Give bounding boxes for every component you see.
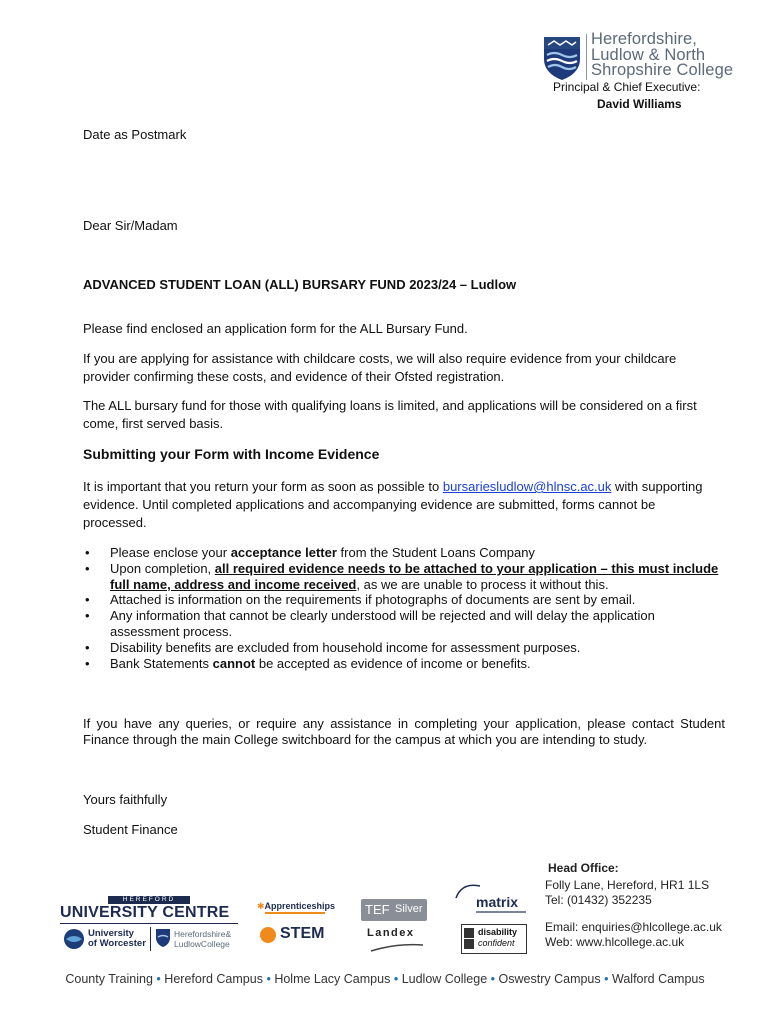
landex-swoosh-icon (369, 941, 425, 953)
principal-name: David Williams (597, 97, 682, 111)
return-form-text-end: with supporting evidence. Until completed applications and accompanying evidence are submitted, forms cannot be processed. (83, 479, 703, 530)
signoff: Student Finance (83, 822, 178, 837)
paragraph-return-form (83, 478, 703, 532)
campus-ludlow: Ludlow College (401, 972, 488, 986)
office-web: Web: www.hlcollege.ac.uk (545, 935, 685, 949)
list-item: • Any information that cannot be clearly understood will be rejected and will delay the application assessment process. (83, 608, 723, 640)
matrix-disability-logos (452, 880, 530, 956)
return-form-text-start: It is important that you return your form as soon as possible to (83, 479, 443, 494)
list-item: • Disability benefits are excluded from household income for assessment purposes. (83, 640, 723, 656)
paragraph-enclosed-form: Please find enclosed an application form for the ALL Bursary Fund. (83, 321, 468, 336)
head-office-heading: Head Office: (548, 861, 619, 875)
college-name-logo-text: Herefordshire, Ludlow & North Shropshire College (591, 30, 734, 79)
campus-walford: Walford Campus (612, 972, 705, 986)
worcester-globe-icon (63, 928, 85, 950)
office-address: Folly Lane, Hereford, HR1 1LS (545, 878, 710, 892)
office-email: Email: enquiries@hlcollege.ac.uk (545, 920, 722, 934)
matrix-logo: matrix (476, 894, 519, 910)
college-crest-logo (542, 35, 582, 81)
section-heading: Submitting your Form with Income Evidence (83, 446, 380, 462)
tef-landex-logos (361, 899, 429, 955)
apprenticeships-stem-logos (257, 899, 337, 951)
campus-hereford: Hereford Campus (164, 972, 263, 986)
list-item: • Please enclose your acceptance letter from the Student Loans Company (83, 545, 723, 561)
list-item: • Attached is information on the requirements if photographs of documents are sent by email. (83, 592, 723, 608)
requirements-list (83, 545, 723, 671)
disability-confident-badge: disability confident (461, 924, 527, 954)
campus-oswestry: Oswestry Campus (498, 972, 601, 986)
stem-logo: STEM (280, 925, 325, 942)
paragraph-limited-fund: The ALL bursary fund for those with qualifying loans is limited, and applications will be considered on a first come, first served basis. (83, 398, 697, 431)
university-centre-logo: HEREFORD UNIVERSITY CENTRE University of Worcester Herefordshire& LudlowCollege (60, 896, 238, 954)
logo-divider (586, 34, 587, 80)
principal-role: Principal & Chief Executive: (553, 80, 701, 94)
letter-date: Date as Postmark (83, 127, 187, 142)
tef-silver-badge: TEF Silver (361, 899, 427, 921)
paragraph-queries: If you have any queries, or require any assistance in completing your application, please contact Student Finance through the main College switchboard for the campus at which you are intending to study. (83, 716, 725, 747)
campus-footer: County Training • Hereford Campus • Holme Lacy Campus • Ludlow College • Oswestry Campus • Walford Campus (65, 972, 705, 986)
closing: Yours faithfully (83, 792, 168, 807)
landex-logo: Landex (367, 927, 415, 939)
salutation: Dear Sir/Madam (83, 218, 178, 233)
stem-icon (260, 927, 276, 943)
bursary-email-link[interactable]: bursariesludlow@hlnsc.ac.uk (442, 479, 612, 494)
office-tel: Tel: (01432) 352235 (545, 893, 652, 907)
apprenticeships-logo: ✱Apprenticeships (257, 901, 336, 911)
list-item: • Bank Statements cannot be accepted as evidence of income or benefits. (83, 656, 723, 672)
campus-holme-lacy: Holme Lacy Campus (274, 972, 391, 986)
hlc-shield-icon (155, 928, 171, 948)
list-item: • Upon completion, all required evidence needs to be attached to your application – this must include full name, address and income received, as we are unable to process it without this. (83, 561, 723, 593)
paragraph-childcare: If you are applying for assistance with childcare costs, we will also require evidence from your childcare provider confirming these costs, and evidence of their Ofsted registration. (83, 351, 677, 384)
letter-subject: ADVANCED STUDENT LOAN (ALL) BURSARY FUND 2023/24 – Ludlow (83, 277, 517, 292)
campus-county-training: County Training (65, 972, 153, 986)
